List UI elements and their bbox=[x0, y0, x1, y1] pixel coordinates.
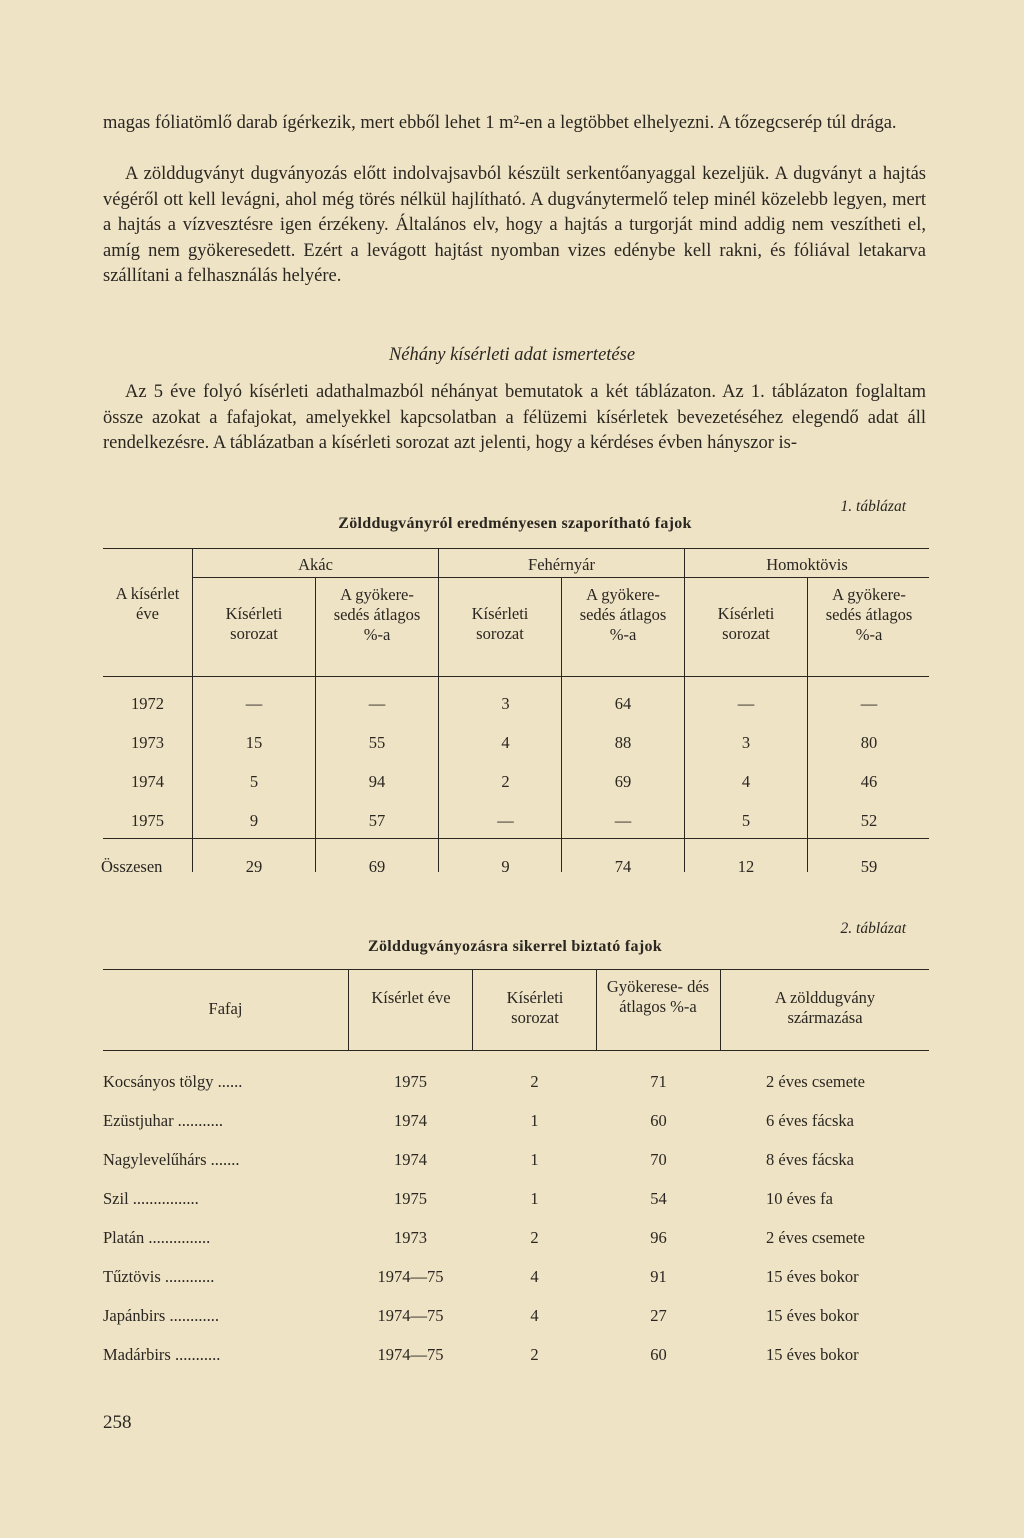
species-name: Szil ................ bbox=[103, 1189, 199, 1208]
origin-cell: 6 éves fácska bbox=[766, 1111, 854, 1130]
pct-cell: 70 bbox=[650, 1150, 667, 1169]
series-cell: 1 bbox=[530, 1150, 539, 1169]
table1-title: Zölddugványról eredményesen szaporítható fajok bbox=[338, 515, 692, 532]
section-subheading: Néhány kísérleti adat ismertetése bbox=[388, 345, 636, 365]
col-header-rooting: A gyökere- sedés átlagos %-a bbox=[333, 585, 421, 644]
value-cell: 80 bbox=[860, 733, 878, 752]
species-name: Tűztövis ............ bbox=[103, 1267, 215, 1286]
series-cell: 4 bbox=[530, 1306, 539, 1325]
col-header-series: Kísérleti sorozat bbox=[506, 988, 564, 1027]
series-cell: 1 bbox=[530, 1189, 539, 1208]
paragraph-cuttings bbox=[103, 162, 926, 290]
col-header-rooting: A gyökere- sedés átlagos %-a bbox=[579, 585, 667, 644]
species-name: Japánbirs ............ bbox=[103, 1306, 219, 1325]
value-cell: 5 bbox=[741, 811, 751, 830]
pct-cell: 60 bbox=[650, 1111, 667, 1130]
value-cell: 2 bbox=[501, 772, 510, 791]
table1-label: 1. táblázat bbox=[840, 498, 906, 515]
origin-cell: 2 éves csemete bbox=[766, 1072, 865, 1091]
value-cell: 3 bbox=[501, 694, 510, 713]
paragraph-text: magas fóliatömlő darab ígérkezik, mert ebből lehet 1 m²-en a legtöbbet elhelyezni. A tőzegcserép túl drága. bbox=[103, 113, 897, 133]
value-cell: 29 bbox=[245, 857, 263, 876]
origin-cell: 15 éves bokor bbox=[766, 1345, 859, 1364]
col-header-species: Fafaj bbox=[208, 999, 243, 1018]
value-cell: 3 bbox=[741, 733, 751, 752]
year-cell: 1974—75 bbox=[377, 1345, 444, 1364]
table2-label: 2. táblázat bbox=[840, 920, 906, 937]
pct-cell: 96 bbox=[650, 1228, 667, 1247]
col-header-rooting: Gyökerese- dés átlagos %-a bbox=[606, 977, 710, 1016]
series-cell: 2 bbox=[530, 1228, 539, 1247]
value-cell: 59 bbox=[860, 857, 878, 876]
pct-cell: 54 bbox=[650, 1189, 667, 1208]
species-name: Nagylevelűhárs ....... bbox=[103, 1150, 240, 1169]
col-header-year: Kísérlet éve bbox=[371, 988, 451, 1007]
series-cell: 2 bbox=[530, 1345, 539, 1364]
origin-cell: 15 éves bokor bbox=[766, 1306, 859, 1325]
species-name: Ezüstjuhar ........... bbox=[103, 1111, 224, 1130]
value-cell: 64 bbox=[614, 694, 632, 713]
year-cell: 1974 bbox=[394, 1111, 427, 1130]
paragraph-text: A zölddugványt dugványozás előtt indolvajsavból készült serkentőanyaggal kezeljük. A dugványt a hajtás végéről ott kell levágni, ahol még törés nélkül hajlítható. A dugványtermelő telep minél közelebb legyen, mert a hajtás a vízvesztésre igen érzékeny. Általános elv, hogy a hajtás a turgorját mind addig nem veszítheti el, amíg nem gyökeresedett. Ezért a levágott hajtást nyomban vizes edénybe kell rakni, és fóliával letakarva szállítani a felhasználás helyére. bbox=[103, 164, 926, 286]
value-cell: 9 bbox=[501, 857, 510, 876]
paragraph-experiments bbox=[103, 380, 926, 457]
value-cell: 52 bbox=[860, 811, 878, 830]
value-cell: — bbox=[245, 694, 263, 713]
paragraph-continuation bbox=[103, 111, 926, 137]
pct-cell: 27 bbox=[650, 1306, 667, 1325]
value-cell: 94 bbox=[368, 772, 386, 791]
origin-cell: 15 éves bokor bbox=[766, 1267, 859, 1286]
total-label: Összesen bbox=[101, 857, 163, 876]
year-cell: 1974 bbox=[394, 1150, 427, 1169]
col-header-year: A kísérlet éve bbox=[115, 584, 180, 623]
col-header-rooting: A gyökere- sedés átlagos %-a bbox=[825, 585, 913, 644]
species-header-akac: Akác bbox=[298, 555, 333, 574]
series-cell: 4 bbox=[530, 1267, 539, 1286]
value-cell: 57 bbox=[368, 811, 386, 830]
year-cell: 1974 bbox=[131, 772, 164, 791]
paragraph-text: Az 5 éve folyó kísérleti adathalmazból néhányat bemutatok a két táblázaton. Az 1. táblázaton foglaltam össze azokat a fafajokat, amelyekkel kapcsolatban a félüzemi kísérletek bevezetéséhez elegendő adat áll rendelkezésre. A táblázatban a kísérleti sorozat azt jelenti, hogy a kérdéses évben hányszor is- bbox=[103, 382, 926, 453]
value-cell: — bbox=[860, 694, 878, 713]
value-cell: 12 bbox=[737, 857, 755, 876]
col-header-series: Kísérleti sorozat bbox=[471, 604, 529, 643]
year-cell: 1975 bbox=[131, 811, 164, 830]
series-cell: 2 bbox=[530, 1072, 539, 1091]
value-cell: — bbox=[737, 694, 755, 713]
table2-title: Zölddugványozásra sikerrel biztató fajok bbox=[368, 938, 662, 955]
value-cell: 4 bbox=[741, 772, 751, 791]
species-name: Platán ............... bbox=[103, 1228, 211, 1247]
species-name: Madárbirs ........... bbox=[103, 1345, 221, 1364]
species-header-fehernyar: Fehérnyár bbox=[528, 555, 595, 574]
value-cell: 88 bbox=[614, 733, 632, 752]
species-name: Kocsányos tölgy ...... bbox=[103, 1072, 243, 1091]
value-cell: 69 bbox=[614, 772, 632, 791]
value-cell: 74 bbox=[614, 857, 632, 876]
year-cell: 1974—75 bbox=[377, 1267, 444, 1286]
col-header-origin: A zölddugvány származása bbox=[774, 988, 876, 1027]
year-cell: 1975 bbox=[394, 1072, 427, 1091]
origin-cell: 10 éves fa bbox=[766, 1189, 833, 1208]
year-cell: 1973 bbox=[131, 733, 164, 752]
value-cell: — bbox=[368, 694, 386, 713]
year-cell: 1972 bbox=[131, 694, 164, 713]
value-cell: — bbox=[614, 811, 632, 830]
species-header-homoktovis: Homoktövis bbox=[766, 555, 848, 574]
page-number: 258 bbox=[103, 1412, 132, 1433]
value-cell: 69 bbox=[368, 857, 386, 876]
value-cell: 5 bbox=[249, 772, 259, 791]
year-cell: 1973 bbox=[394, 1228, 427, 1247]
origin-cell: 2 éves csemete bbox=[766, 1228, 865, 1247]
value-cell: 55 bbox=[368, 733, 386, 752]
value-cell: 15 bbox=[245, 733, 263, 752]
value-cell: 4 bbox=[501, 733, 510, 752]
year-cell: 1975 bbox=[394, 1189, 427, 1208]
origin-cell: 8 éves fácska bbox=[766, 1150, 854, 1169]
value-cell: 46 bbox=[860, 772, 878, 791]
series-cell: 1 bbox=[530, 1111, 539, 1130]
pct-cell: 60 bbox=[650, 1345, 667, 1364]
pct-cell: 71 bbox=[650, 1072, 667, 1091]
value-cell: 9 bbox=[249, 811, 259, 830]
col-header-series: Kísérleti sorozat bbox=[225, 604, 283, 643]
col-header-series: Kísérleti sorozat bbox=[717, 604, 775, 643]
year-cell: 1974—75 bbox=[377, 1306, 444, 1325]
pct-cell: 91 bbox=[650, 1267, 667, 1286]
value-cell: — bbox=[497, 811, 514, 830]
